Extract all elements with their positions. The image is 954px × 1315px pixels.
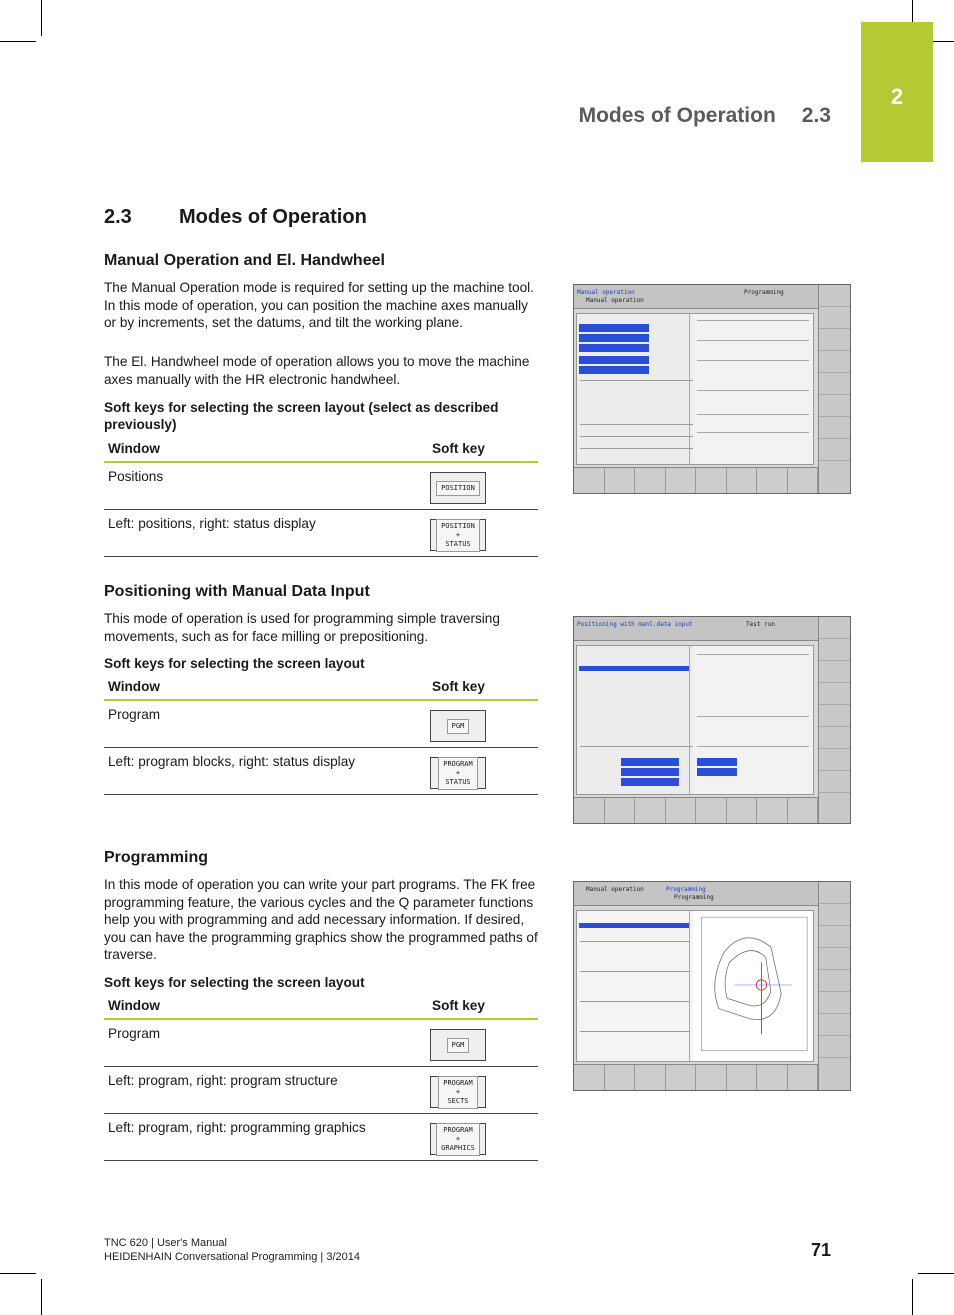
- screen-other-mode: Test run: [746, 621, 775, 628]
- row-window: Program: [108, 1026, 161, 1041]
- programming-screenshot: [573, 881, 851, 1091]
- crop-mark: [918, 1273, 954, 1274]
- row-window: Left: program blocks, right: status display: [108, 754, 356, 769]
- table-header: [104, 994, 538, 1020]
- softkey-label: PGM: [447, 1038, 470, 1053]
- program-panel: [577, 646, 690, 794]
- screen-header: [574, 617, 818, 641]
- screen-main: [576, 910, 814, 1062]
- manual-softkeys-title: Soft keys for selecting the screen layout (select as described previously): [104, 400, 499, 432]
- status-panel: [693, 314, 813, 464]
- table-row: [104, 748, 538, 795]
- footer-line-1: TNC 620 | User's Manual: [104, 1237, 227, 1249]
- screen-header: [574, 285, 818, 309]
- manual-para-2: The El. Handwheel mode of operation allows you to move the machine axes manually with the HR electronic handwheel.: [104, 354, 530, 387]
- table-row: [104, 701, 538, 748]
- col-softkey: Soft key: [432, 441, 485, 456]
- running-head-section: 2.3: [801, 104, 831, 127]
- mdi-softkeys-title: Soft keys for selecting the screen layout: [104, 656, 365, 671]
- crop-mark: [41, 0, 42, 36]
- row-window: Left: positions, right: status display: [108, 516, 316, 531]
- crop-mark: [0, 41, 36, 42]
- mdi-para-1: This mode of operation is used for programming simple traversing movements, such as for face milling or prepositioning.: [104, 611, 500, 644]
- page-number: 71: [810, 1240, 831, 1260]
- row-window: Left: program, right: programming graphics: [108, 1120, 366, 1135]
- row-window: Program: [108, 707, 161, 722]
- table-row: [104, 1114, 538, 1161]
- softkey-label: POSITION + STATUS: [436, 519, 480, 552]
- screen-mode: Manual operation: [577, 289, 635, 296]
- col-window: Window: [108, 679, 160, 694]
- mdi-softkey-table: [104, 675, 538, 795]
- footer: [104, 1236, 360, 1264]
- manual-softkey-table: [104, 437, 538, 557]
- footer-line-2: HEIDENHAIN Conversational Programming | 3/2014: [104, 1251, 360, 1263]
- program-graphics-softkey[interactable]: [430, 1123, 486, 1155]
- row-window: Left: program, right: program structure: [108, 1073, 338, 1088]
- section-heading: [104, 206, 367, 229]
- screen-side-softkeys: [818, 285, 850, 493]
- program-panel: [577, 911, 690, 1061]
- programming-para-1: In this mode of operation you can write your part programs. The FK free programming feature, the various cycles and the Q parameter functions help you with programming and add necessary information. If desired, you can have the programming graphics show the programmed paths of traverse.: [104, 877, 538, 962]
- position-status-softkey[interactable]: [430, 519, 486, 551]
- softkey-label: PROGRAM + STATUS: [438, 757, 478, 790]
- softkey-label: PROGRAM + GRAPHICS: [436, 1123, 480, 1156]
- table-row: [104, 510, 538, 557]
- screen-other-mode: Programming: [744, 289, 784, 296]
- manual-heading: Manual Operation and El. Handwheel: [104, 252, 385, 269]
- manual-operation-screenshot: [573, 284, 851, 494]
- running-head-title: Modes of Operation: [578, 104, 776, 127]
- crop-mark: [0, 1273, 36, 1274]
- mdi-screenshot: [573, 616, 851, 824]
- screen-other-mode: Programming: [666, 886, 706, 893]
- programming-graphic: [693, 911, 813, 1061]
- softkey-label: POSITION: [436, 481, 480, 496]
- manual-para-1: The Manual Operation mode is required for setting up the machine tool. In this mode of operation, you can position the machine axes manually or by increments, set the datums, and tilt the working plane.: [104, 280, 534, 330]
- program-sects-softkey[interactable]: [430, 1076, 486, 1108]
- programming-softkeys-title: Soft keys for selecting the screen layout: [104, 975, 365, 990]
- col-softkey: Soft key: [432, 998, 485, 1013]
- screen-softkey-bar: [574, 797, 818, 823]
- graphics-panel: [693, 911, 813, 1061]
- table-header: [104, 437, 538, 463]
- section-title: Modes of Operation: [179, 206, 367, 228]
- programming-softkey-table: [104, 994, 538, 1161]
- softkey-label: PGM: [447, 719, 470, 734]
- screen-mode: Positioning with manl.data input: [577, 621, 693, 628]
- programming-heading: Programming: [104, 849, 209, 866]
- pgm-softkey[interactable]: [430, 710, 486, 742]
- screen-side-softkeys: [818, 882, 850, 1090]
- table-row: [104, 1067, 538, 1114]
- section-number: 2.3: [104, 206, 132, 228]
- row-window: Positions: [108, 469, 164, 484]
- screen-mode: Manual operation: [586, 886, 644, 893]
- running-head: [579, 104, 831, 128]
- col-softkey: Soft key: [432, 679, 485, 694]
- status-panel: [693, 646, 813, 794]
- chapter-number: 2: [890, 84, 904, 109]
- screen-main: [576, 313, 814, 465]
- screen-softkey-bar: [574, 467, 818, 493]
- screen-submode: Programming: [674, 894, 714, 901]
- crop-mark: [912, 1279, 913, 1315]
- screen-header: [574, 882, 818, 906]
- screen-side-softkeys: [818, 617, 850, 823]
- program-status-softkey[interactable]: [430, 757, 486, 789]
- screen-softkey-bar: [574, 1064, 818, 1090]
- col-window: Window: [108, 998, 160, 1013]
- position-softkey[interactable]: [430, 472, 486, 504]
- screen-submode: Manual operation: [586, 297, 644, 304]
- positions-panel: [577, 314, 690, 464]
- table-row: [104, 1020, 538, 1067]
- softkey-label: PROGRAM + SECTS: [438, 1076, 478, 1109]
- screen-main: [576, 645, 814, 795]
- chapter-tab: [861, 22, 933, 162]
- table-header: [104, 675, 538, 701]
- table-row: [104, 463, 538, 510]
- col-window: Window: [108, 441, 160, 456]
- pgm-softkey[interactable]: [430, 1029, 486, 1061]
- mdi-heading: Positioning with Manual Data Input: [104, 583, 370, 600]
- crop-mark: [41, 1279, 42, 1315]
